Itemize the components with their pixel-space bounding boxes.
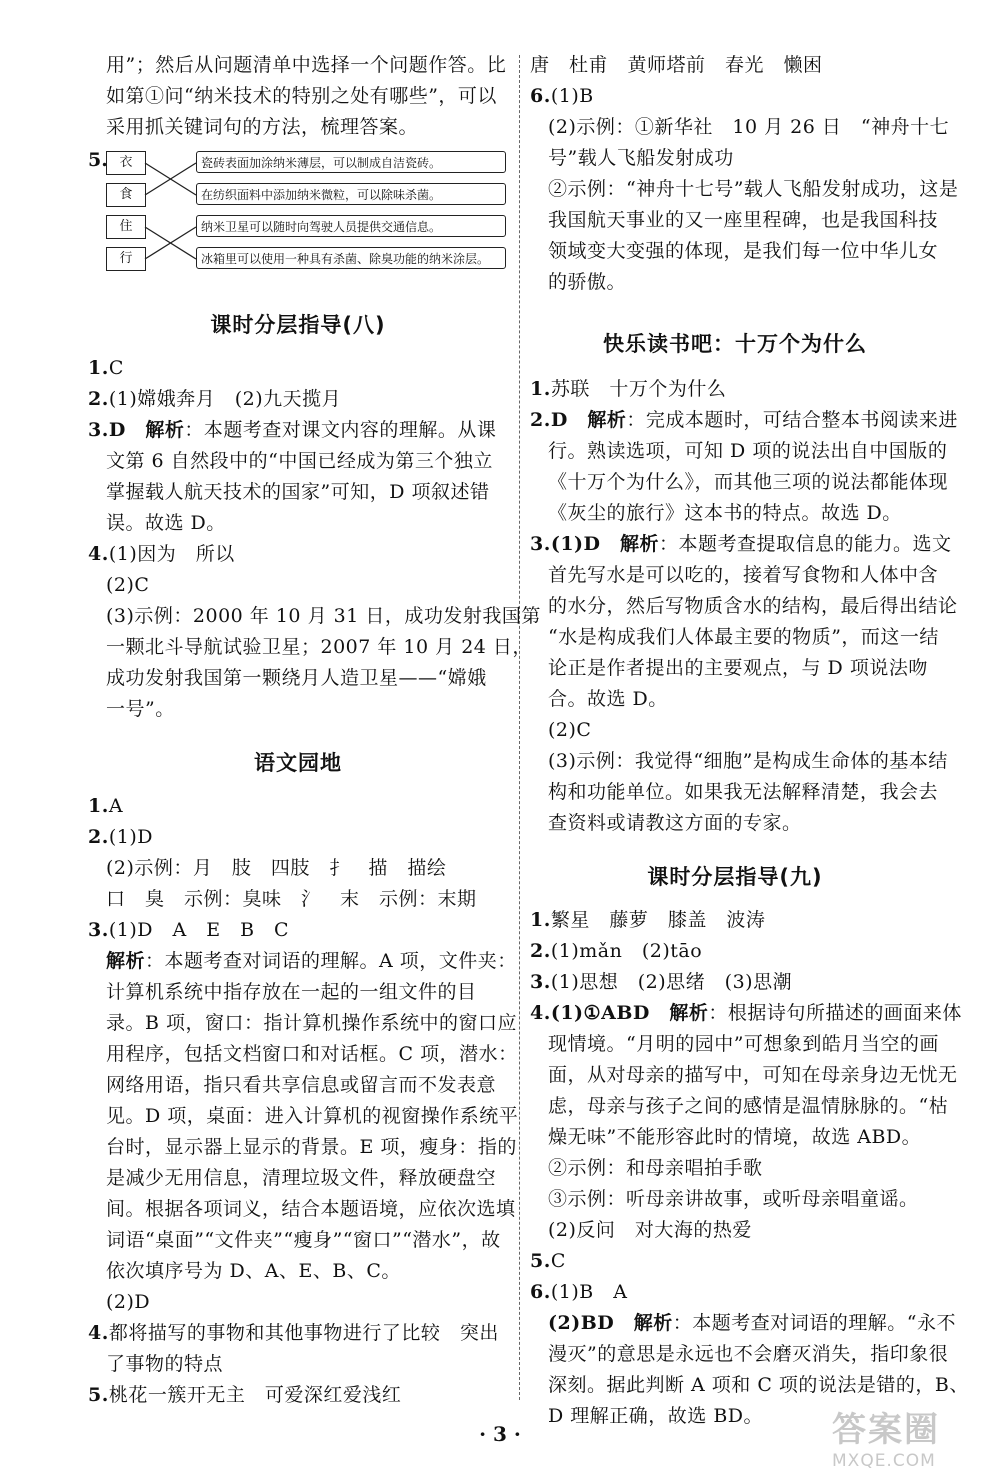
answer-line	[88, 1101, 519, 1132]
answer-text: 行。熟读选项，可知 D 项的说法出自中国版的	[548, 440, 948, 462]
answer-text: 一颗北斗导航试验卫星；2007 年 10 月 24 日，	[106, 636, 532, 658]
intro-line: 采用抓关键词句的方法，梳理答案。	[106, 116, 419, 138]
answer-text: (1)D A E B C	[108, 919, 290, 941]
answer-line	[530, 405, 958, 436]
answer-text: C	[550, 1250, 566, 1272]
answer-text: 用程序，包括文档窗口和对话框。C 项，潜水：	[106, 1043, 518, 1065]
answer-text: ②示例：“神舟十七号”载人飞船发射成功，这是	[548, 178, 959, 200]
question-number: 3.	[88, 419, 109, 441]
answer-line	[88, 1194, 516, 1225]
question-number: 4.	[530, 1002, 551, 1024]
match-right-item: 纳米卫星可以随时向驾驶人员提供交通信息。	[196, 215, 506, 237]
answer-line	[530, 967, 940, 998]
answer-line	[530, 746, 948, 777]
answer-text: (2)C	[106, 574, 150, 596]
answer-text: 文第 6 自然段中的“中国已经成为第三个独立	[106, 450, 493, 472]
answer-text: 词语“桌面”“文件夹”“瘦身”“窗口”“潜水”，故	[106, 1229, 501, 1251]
answer-line	[530, 808, 940, 839]
answer-line	[88, 539, 508, 570]
answer-line	[530, 1370, 969, 1401]
answer-line	[88, 601, 541, 632]
section-9-answers	[530, 905, 969, 1432]
question-number: 5.	[88, 1384, 109, 1406]
section-title: 语文园地	[254, 751, 342, 775]
question-number: 4.	[88, 1322, 109, 1344]
answer-text: 我国航天事业的又一座里程碑，也是我国科技	[548, 209, 939, 231]
answer-text: 苏联 十万个为什么	[550, 378, 727, 400]
question-number: 1.	[88, 795, 109, 817]
answer-text: 首先写水是可以吃的，接着写食物和人体中含	[548, 564, 939, 586]
answer-line	[88, 1380, 508, 1411]
answer-line	[530, 1153, 940, 1184]
question-number: 6.	[530, 85, 551, 107]
page-number: · 3 ·	[479, 1422, 521, 1446]
answer-line	[530, 1184, 940, 1215]
intro-line: 用”；然后从问题清单中选择一个问题作答。比	[106, 54, 507, 76]
answer-line	[530, 715, 940, 746]
answer-text: 深刻。据此判断 A 项和 C 项的说法是错的，B、	[548, 1374, 969, 1396]
watermark-logo	[832, 1402, 982, 1472]
answer-line	[530, 1308, 956, 1339]
answer-line	[530, 936, 940, 967]
answer-line	[88, 946, 517, 977]
answer-line	[530, 684, 940, 715]
answer-line	[88, 977, 508, 1008]
answer-text: 面，从对母亲的描写中，可知在母亲身边无忧无	[548, 1064, 958, 1086]
answer-text: 现情境。“月明的园中”可想象到皓月当空的画	[548, 1033, 939, 1055]
answer-text: (1)嫦娥奔月 (2)九天揽月	[108, 388, 342, 410]
answer-line	[530, 1246, 940, 1277]
answer-line	[530, 498, 940, 529]
answer-line	[88, 1318, 508, 1349]
answer-text: (2)D	[106, 1291, 151, 1313]
answer-line	[530, 1215, 940, 1246]
reading-answers	[530, 374, 958, 839]
answer-text: (2)示例：月 肢 四肢 扌 描 描绘	[106, 857, 447, 879]
answer-text: 计算机系统中指存放在一起的一组文件的目	[106, 981, 477, 1003]
section-title: 课时分层指导(九)	[647, 865, 823, 889]
answer-line	[530, 529, 952, 560]
answer-line	[530, 1029, 940, 1060]
answer-line	[88, 570, 508, 601]
answer-text: (1)思想 (2)思绪 (3)思潮	[550, 971, 793, 993]
answer-line	[530, 591, 958, 622]
answer-line	[88, 1132, 517, 1163]
answer-line	[88, 1070, 508, 1101]
question-number: 3.	[88, 919, 109, 941]
answer-keyword: (2)BD 解析	[548, 1312, 673, 1334]
question-number: 3.	[530, 533, 551, 555]
answer-text: 台时，显示器上显示的背景。E 项，瘦身：指的	[106, 1136, 517, 1158]
answer-text: ②示例：和母亲唱拍手歌	[548, 1157, 763, 1179]
answer-text: 录。B 项，窗口：指计算机操作系统中的窗口应	[106, 1012, 518, 1034]
answer-text: 《十万个为什么》，而其他三项的说法都能体现	[548, 471, 949, 493]
match-left-item: 行	[106, 247, 146, 271]
column-divider	[519, 55, 520, 1400]
answer-line	[88, 791, 508, 822]
answer-text: (2)反问 对大海的热爱	[548, 1219, 752, 1241]
answer-keyword: 解析	[106, 950, 146, 972]
answer-line	[88, 822, 508, 853]
answer-text: 漫灭”的意思是永远也不会磨灭消失，指印象很	[548, 1343, 949, 1365]
answer-line	[88, 1287, 508, 1318]
answer-text: (1)B	[550, 85, 594, 107]
answer-line	[88, 477, 508, 508]
section-8-answers	[88, 353, 541, 725]
answer-text: ：根据诗句所描述的画面来体	[708, 1002, 962, 1024]
answer-text: 都将描写的事物和其他事物进行了比较 突出	[108, 1322, 499, 1344]
matching-diagram	[88, 145, 508, 273]
section-title: 课时分层指导(八)	[210, 313, 386, 337]
answer-line	[530, 205, 940, 236]
watermark-text: 答案圈	[832, 1410, 940, 1450]
answer-text: C	[108, 357, 124, 379]
answer-text: (1)D	[108, 826, 153, 848]
answer-line	[530, 143, 940, 174]
answer-text: ：本题考查对词语的理解。“永不	[672, 1312, 956, 1334]
answer-line	[530, 81, 940, 112]
answer-line	[88, 853, 508, 884]
answer-text: A	[108, 795, 124, 817]
answer-line	[88, 1349, 508, 1380]
match-right-item: 瓷砖表面加涂纳米薄层，可以制成自洁瓷砖。	[196, 151, 506, 173]
match-left-item: 住	[106, 215, 146, 239]
answer-line	[88, 884, 508, 915]
answer-line	[530, 1122, 940, 1153]
answer-line	[88, 1008, 518, 1039]
question-number: 6.	[530, 1281, 551, 1303]
answer-text: ：本题考查对词语的理解。A 项，文件夹：	[145, 950, 517, 972]
answer-line	[530, 1339, 949, 1370]
answer-text: 网络用语，指只看共享信息或留言而不发表意	[106, 1074, 497, 1096]
answer-line	[530, 174, 959, 205]
answer-text: ：本题考查对课文内容的理解。从课	[184, 419, 497, 441]
answer-text: 号”载人飞船发射成功	[548, 147, 734, 169]
answer-line	[88, 415, 508, 446]
right-column	[530, 50, 969, 1432]
answer-text: 掌握载人航天技术的国家”可知，D 项叙述错	[106, 481, 490, 503]
answer-line	[530, 905, 940, 936]
continued-answers	[530, 50, 959, 298]
answer-text: 论正是作者提出的主要观点，与 D 项说法吻	[548, 657, 928, 679]
answer-text: 查资料或请教这方面的专家。	[548, 812, 802, 834]
intro-line: 如第①问“纳米技术的特别之处有哪些”，可以	[106, 85, 497, 107]
question-number: 2.	[530, 940, 551, 962]
question-number: 5.	[88, 149, 108, 171]
answer-line	[530, 998, 962, 1029]
answer-line	[530, 1091, 949, 1122]
answer-text: (1)mǎn (2)tāo	[550, 940, 703, 962]
answer-line	[88, 663, 508, 694]
answer-line	[530, 50, 940, 81]
answer-line	[88, 915, 508, 946]
match-left-item: 衣	[106, 151, 146, 175]
answer-line	[530, 374, 940, 405]
answer-text: 虑，母亲与孩子之间的感情是温情脉脉的。“枯	[548, 1095, 949, 1117]
answer-text: 的水分，然后写物质含水的结构，最后得出结论	[548, 595, 958, 617]
answer-line	[530, 436, 948, 467]
answer-text: 构和功能单位。如果我无法解释清楚，我会去	[548, 781, 939, 803]
answer-text: 依次填序号为 D、A、E、B、C。	[106, 1260, 401, 1282]
answer-line	[88, 694, 508, 725]
question-number: 2.	[88, 826, 109, 848]
answer-line	[88, 446, 508, 477]
watermark-url: MXQE.COM	[832, 1451, 936, 1471]
answer-text: 《灰尘的旅行》这本书的特点。故选 D。	[548, 502, 902, 524]
answer-line	[530, 267, 940, 298]
garden-answers	[88, 791, 519, 1411]
question-number: 1.	[88, 357, 109, 379]
answer-text: 间。根据各项词义，结合本题语境，应依次选填	[106, 1198, 516, 1220]
answer-text: D 理解正确，故选 BD。	[548, 1405, 764, 1427]
answer-text: 的骄傲。	[548, 271, 627, 293]
match-right-item: 在纺织面料中添加纳米微粒，可以除味杀菌。	[196, 183, 506, 205]
answer-text: (1)B A	[550, 1281, 628, 1303]
answer-line	[530, 467, 949, 498]
answer-text: 成功发射我国第一颗绕月人造卫星——“嫦娥	[106, 667, 487, 689]
answer-text: 见。D 项，桌面：进入计算机的视窗操作系统平	[106, 1105, 519, 1127]
answer-text: ：本题考查提取信息的能力。选文	[659, 533, 952, 555]
answer-line	[88, 384, 508, 415]
answer-text: ：完成本题时，可结合整本书阅读来进	[626, 409, 958, 431]
left-column	[88, 50, 541, 1411]
answer-text: “水是构成我们人体最主要的物质”，而这一结	[548, 626, 939, 648]
question-number: 5.	[530, 1250, 551, 1272]
answer-line	[88, 1039, 518, 1070]
answer-keyword: D 解析	[550, 409, 627, 431]
question-number: 2.	[88, 388, 109, 410]
answer-line	[530, 622, 940, 653]
answer-line	[88, 353, 508, 384]
answer-text: 误。故选 D。	[106, 512, 226, 534]
answer-text: 唐 杜甫 黄师塔前 春光 懒困	[530, 54, 823, 76]
answer-keyword: (1)①ABD 解析	[550, 1002, 709, 1024]
question-number: 2.	[530, 409, 551, 431]
answer-text: 了事物的特点	[106, 1353, 224, 1375]
match-left-item: 食	[106, 183, 146, 207]
answer-text: 是减少无用信息，清理垃圾文件，释放硬盘空	[106, 1167, 497, 1189]
answer-text: 口 臭 示例：臭味 氵 末 示例：末期	[106, 888, 477, 910]
answer-text: 合。故选 D。	[548, 688, 668, 710]
answer-line	[88, 1163, 508, 1194]
answer-text: 领域变大变强的体现，是我们每一位中华儿女	[548, 240, 939, 262]
answer-text: 燥无味”不能形容此时的情境，故选 ABD。	[548, 1126, 922, 1148]
answer-text: (2)C	[548, 719, 592, 741]
answer-line	[530, 560, 940, 591]
answer-text: 繁星 藤萝 膝盖 波涛	[550, 909, 766, 931]
intro-paragraph	[88, 50, 508, 143]
match-right-item: 冰箱里可以使用一种具有杀菌、除臭功能的纳米涂层。	[196, 247, 506, 269]
answer-line	[530, 653, 940, 684]
question-number: 1.	[530, 909, 551, 931]
answer-line	[530, 1060, 958, 1091]
question-number: 4.	[88, 543, 109, 565]
answer-keyword: (1)D 解析	[550, 533, 660, 555]
answer-text: (1)因为 所以	[108, 543, 235, 565]
answer-line	[88, 632, 532, 663]
answer-text: ③示例：听母亲讲故事，或听母亲唱童谣。	[548, 1188, 919, 1210]
answer-line	[530, 777, 940, 808]
answer-line	[530, 112, 950, 143]
answer-line	[530, 236, 940, 267]
answer-text: (3)示例：我觉得“细胞”是构成生命体的基本结	[548, 750, 948, 772]
question-number: 1.	[530, 378, 551, 400]
answer-text: (2)示例：①新华社 10 月 26 日 “神舟十七	[548, 116, 950, 138]
section-title: 快乐读书吧：十万个为什么	[603, 332, 867, 356]
answer-line	[530, 1277, 940, 1308]
answer-line	[88, 1256, 508, 1287]
answer-line	[88, 1225, 508, 1256]
answer-text: (3)示例：2000 年 10 月 31 日，成功发射我国第	[106, 605, 541, 627]
answer-text: 一号”。	[106, 698, 175, 720]
question-number: 3.	[530, 971, 551, 993]
answer-text: 桃花一簇开无主 可爱深红爱浅红	[108, 1384, 402, 1406]
answer-keyword: D 解析	[108, 419, 185, 441]
answer-line	[88, 508, 508, 539]
